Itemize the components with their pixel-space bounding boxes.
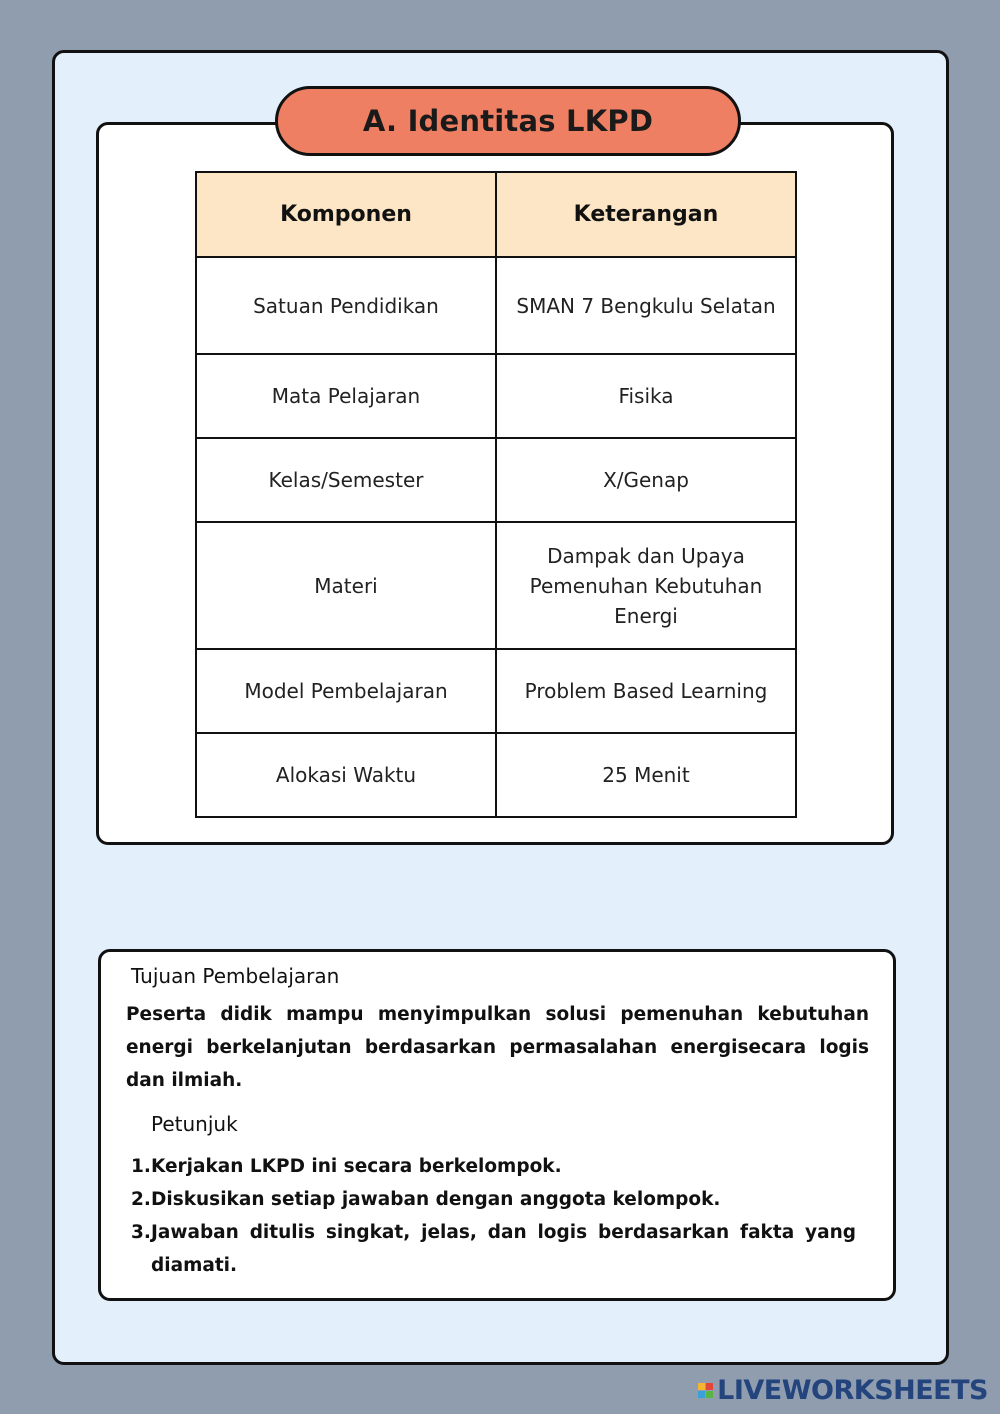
tujuan-text: Peserta didik mampu menyimpulkan solusi pemenuhan kebutuhan energi berkelanjutan berdasarkan permasalahan energisecara logis dan ilmiah. [126,1004,869,1091]
list-text: Diskusikan setiap jawaban dengan anggota kelompok. [151,1189,721,1210]
table-row [196,257,796,354]
section-title: A. Identitas LKPD [275,86,741,156]
petunjuk-list [131,1150,856,1282]
table-cell: X/Genap [496,438,796,522]
table-cell: SMAN 7 Bengkulu Selatan [496,257,796,354]
identity-table [195,171,797,818]
table-cell: Problem Based Learning [496,649,796,733]
table-cell: Materi [196,522,496,649]
table-row [196,733,796,817]
table-cell: Model Pembelajaran [196,649,496,733]
table-cell: Dampak dan Upaya Pemenuhan Kebutuhan Energi [496,522,796,649]
table-header-cell: Keterangan [496,172,796,257]
table-header-cell: Komponen [196,172,496,257]
table-cell: Alokasi Waktu [196,733,496,817]
list-text: Kerjakan LKPD ini secara berkelompok. [151,1156,562,1177]
liveworksheets-watermark [698,1372,988,1408]
list-item [131,1150,856,1183]
liveworksheets-logo-icon [698,1383,713,1398]
tujuan-heading: Tujuan Pembelajaran [131,964,340,988]
list-item [131,1216,856,1282]
table-cell: Fisika [496,354,796,438]
petunjuk-heading: Petunjuk [151,1112,238,1136]
table-cell: Mata Pelajaran [196,354,496,438]
list-number: 2. [131,1189,151,1210]
table-header-row [196,172,796,257]
table-row [196,649,796,733]
list-number: 1. [131,1156,151,1177]
list-text: Jawaban ditulis singkat, jelas, dan logis berdasarkan fakta yang diamati. [151,1222,856,1276]
table-row [196,354,796,438]
table-row [196,438,796,522]
table-row [196,522,796,649]
list-number: 3. [131,1222,151,1243]
table-cell: 25 Menit [496,733,796,817]
list-item [131,1183,856,1216]
table-cell: Kelas/Semester [196,438,496,522]
watermark-text: LIVEWORKSHEETS [717,1374,988,1406]
table-cell: Satuan Pendidikan [196,257,496,354]
